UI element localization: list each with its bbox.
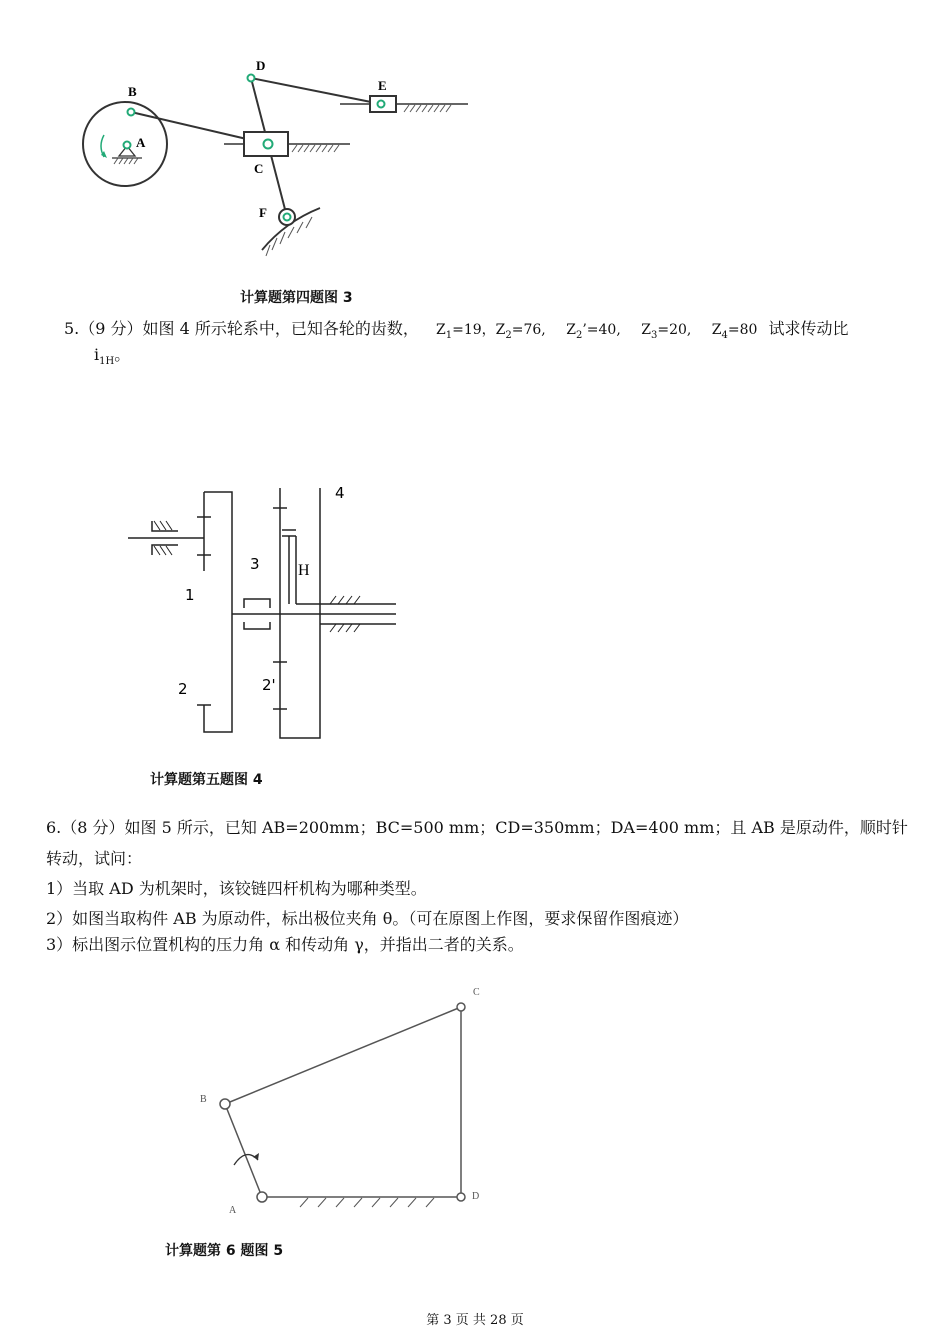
link-de: [251, 78, 381, 104]
figure-4-gear-train: [120, 480, 410, 745]
gear-2-prime: [280, 488, 320, 738]
link-ab: [225, 1104, 262, 1197]
label-a: A: [136, 135, 146, 150]
label-gear-2-prime: 2': [262, 676, 276, 694]
question-5-ratio: $i_{1H}$。: [94, 345, 131, 368]
label-d: D: [256, 58, 266, 73]
question-6-item-3: 3）标出图示位置机构的压力角 α 和传动角 γ，并指出二者的关系。: [46, 935, 524, 954]
label-e: E: [378, 78, 387, 93]
label-carrier-h: H: [298, 562, 310, 579]
label-c: C: [254, 161, 264, 176]
label-gear-2: 2: [178, 680, 188, 698]
label-b: B: [128, 84, 137, 99]
label-a: A: [229, 1205, 237, 1216]
question-6-line-1: 6.（8 分）如图 5 所示，已知 AB=200mm；BC=500 mm；CD=350mm；DA=400 mm；且 AB 是原动件，顺时针: [46, 818, 908, 837]
label-gear-1: 1: [185, 586, 195, 604]
gear-2: [204, 492, 232, 732]
figure-3-caption: 计算题第四题图 3: [240, 290, 353, 306]
link-bc: [225, 1007, 461, 1104]
label-d: D: [472, 1191, 480, 1202]
question-6-item-2: 2）如图当取构件 AB 为原动件，标出极位夹角 θ。（可在原图上作图，要求保留作图痕迹）: [46, 909, 689, 928]
question-5: 5.（9 分）如图 4 所示轮系中，已知各轮的齿数， $Z_1=19$，$Z_2=76$, $Z_2’=40$, $Z_3=20$, $Z_4=80$ 试求传动比: [64, 319, 849, 341]
label-gear-3: 3: [250, 555, 260, 573]
label-c: C: [473, 987, 480, 998]
label-b: B: [200, 1094, 207, 1105]
label-f: F: [259, 205, 267, 220]
question-6-line-2: 转动，试问：: [46, 849, 143, 868]
figure-3-linkage: [70, 50, 490, 265]
figure-5-caption: 计算题第 6 题图 5: [165, 1243, 284, 1259]
figure-4-caption: 计算题第五题图 4: [150, 772, 263, 788]
figure-5-four-bar: [190, 980, 500, 1220]
page-footer: 第 3 页 共 28 页: [426, 1313, 524, 1328]
label-gear-4: 4: [335, 484, 345, 502]
question-6-item-1: 1）当取 AD 为机架时，该铰链四杆机构为哪种类型。: [46, 879, 427, 898]
